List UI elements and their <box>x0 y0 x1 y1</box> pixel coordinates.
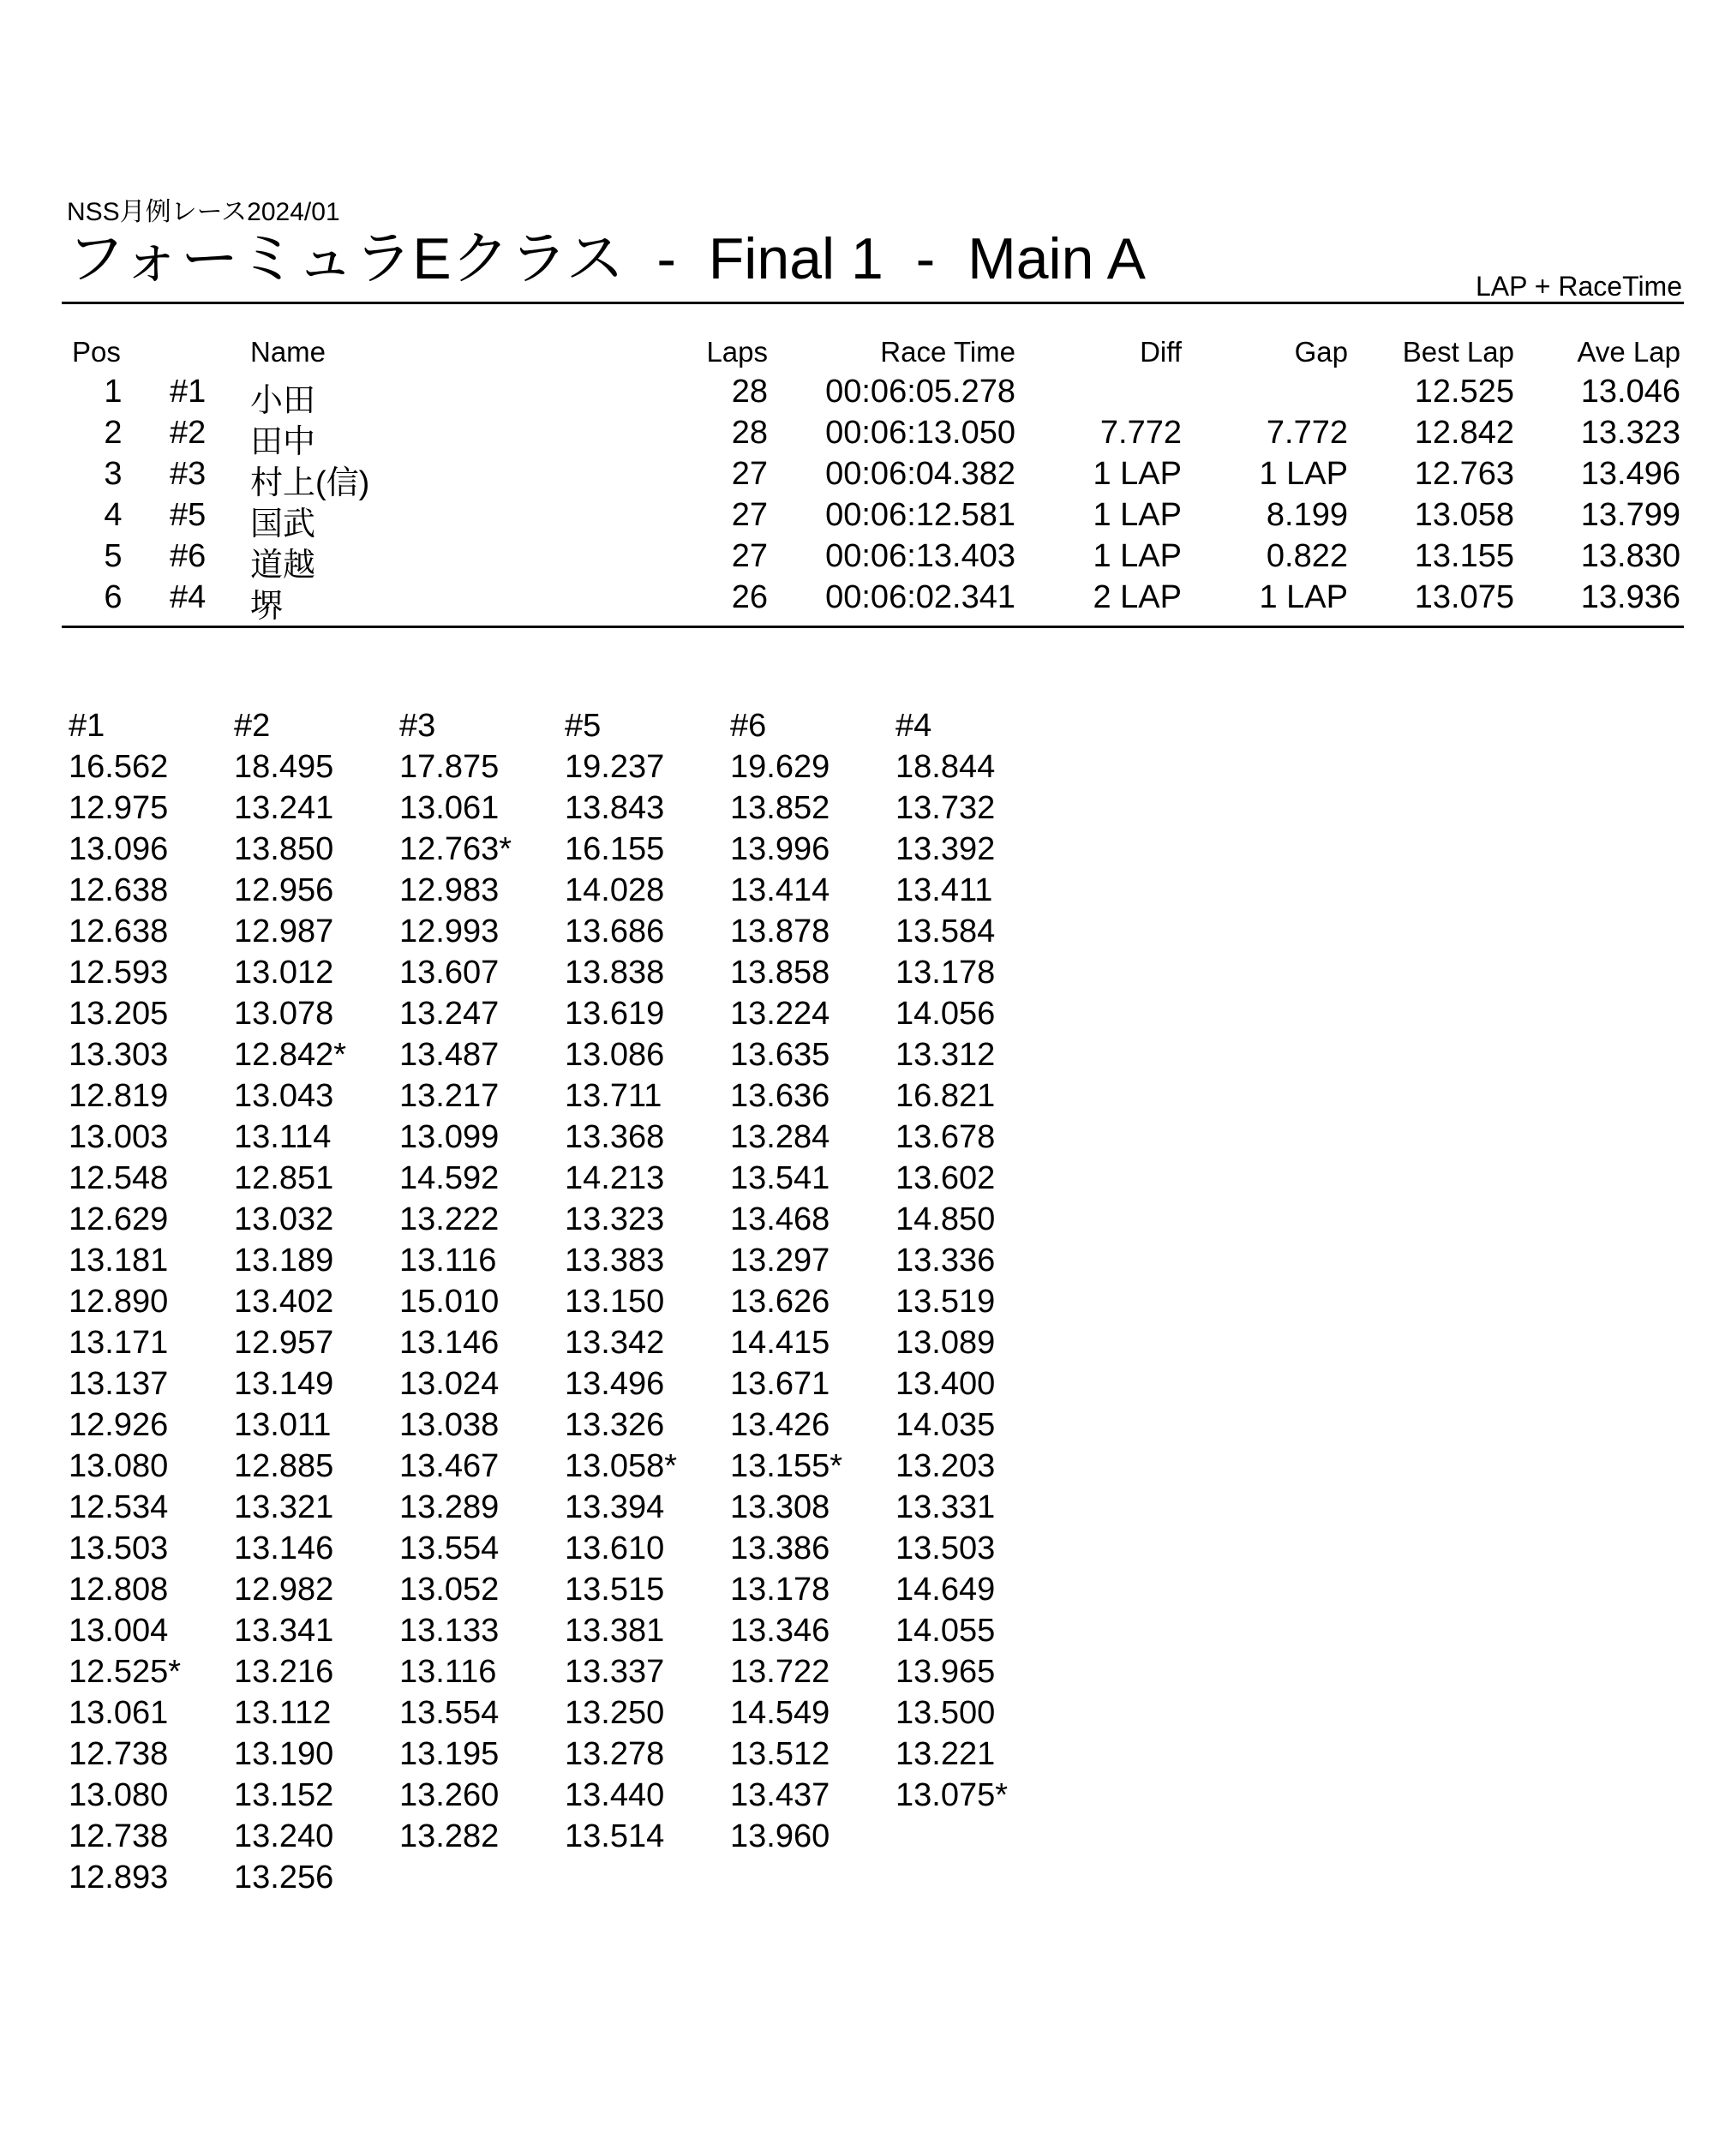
lap-time: 14.592 <box>399 1160 500 1196</box>
result-pos: 6 <box>104 579 123 615</box>
lap-time: 13.368 <box>565 1119 665 1155</box>
lap-time: 13.080 <box>69 1448 169 1484</box>
result-car-number: #4 <box>170 579 207 615</box>
lap-time: 13.284 <box>730 1119 830 1155</box>
lap-time: 12.638 <box>69 913 169 949</box>
lap-time: 12.993 <box>399 913 500 949</box>
lap-time: 13.678 <box>895 1119 996 1155</box>
lap-time: 13.216 <box>234 1654 334 1690</box>
lap-time: 13.149 <box>234 1366 334 1402</box>
lap-column <box>69 708 231 1901</box>
lap-time: 12.738 <box>69 1736 169 1772</box>
lap-column-header: #4 <box>895 708 932 744</box>
lap-time: 13.247 <box>399 996 500 1032</box>
lap-time: 12.987 <box>234 913 334 949</box>
lap-time: 13.061 <box>399 790 500 826</box>
lap-time: 13.503 <box>895 1530 996 1566</box>
result-diff: 1 LAP <box>1093 497 1182 533</box>
lap-time: 13.858 <box>730 955 830 991</box>
table-row <box>0 497 1725 542</box>
result-driver-name: 田中 <box>250 424 316 460</box>
lap-time: 13.075* <box>895 1777 1009 1813</box>
event-name: NSS月例レース2024/01 <box>67 198 340 226</box>
lap-time: 13.636 <box>730 1078 830 1114</box>
lap-time: 13.240 <box>234 1818 334 1854</box>
lap-time: 13.114 <box>234 1119 332 1155</box>
lap-time: 13.515 <box>565 1572 665 1608</box>
result-race-time: 00:06:04.382 <box>825 456 1015 492</box>
lap-time: 13.732 <box>895 790 996 826</box>
lap-column-header: #2 <box>234 708 271 744</box>
lap-time: 13.150 <box>565 1284 665 1320</box>
lap-time: 13.282 <box>399 1818 500 1854</box>
lap-time: 14.549 <box>730 1695 830 1731</box>
lap-time: 13.602 <box>895 1160 996 1196</box>
result-driver-name: 国武 <box>250 506 316 542</box>
lap-time: 13.386 <box>730 1530 830 1566</box>
lap-time: 13.414 <box>730 872 830 908</box>
lap-time: 12.957 <box>234 1325 334 1361</box>
result-laps: 26 <box>731 579 768 615</box>
lap-time: 13.411 <box>895 872 993 908</box>
lap-time: 13.043 <box>234 1078 334 1114</box>
lap-column-header: #6 <box>730 708 767 744</box>
lap-time: 14.213 <box>565 1160 665 1196</box>
lap-time: 12.890 <box>69 1284 169 1320</box>
lap-time: 13.496 <box>565 1366 665 1402</box>
lap-time: 13.402 <box>234 1284 334 1320</box>
col-header-pos: Pos <box>72 336 121 368</box>
result-laps: 27 <box>731 456 768 492</box>
lap-time: 12.819 <box>69 1078 169 1114</box>
lap-time: 13.337 <box>565 1654 665 1690</box>
result-ave-lap: 13.936 <box>1580 579 1680 615</box>
col-header-name: Name <box>250 336 326 368</box>
lap-time: 13.052 <box>399 1572 500 1608</box>
lap-time: 13.512 <box>730 1736 830 1772</box>
page-title: フォーミュラEクラス - Final 1 - Main A <box>67 226 1146 291</box>
result-car-number: #3 <box>170 456 207 492</box>
report-mode: LAP + RaceTime <box>1476 271 1682 302</box>
lap-time: 13.205 <box>69 996 169 1032</box>
lap-column-header: #5 <box>565 708 602 744</box>
lap-time: 13.671 <box>730 1366 830 1402</box>
table-row <box>0 579 1725 625</box>
lap-time: 13.500 <box>895 1695 996 1731</box>
lap-time: 13.635 <box>730 1037 830 1073</box>
lap-time: 13.383 <box>565 1243 665 1279</box>
result-driver-name: 堺 <box>250 589 284 625</box>
lap-time: 13.468 <box>730 1201 830 1237</box>
lap-time: 13.426 <box>730 1407 830 1443</box>
lap-time: 13.331 <box>895 1489 996 1525</box>
lap-time: 13.116 <box>399 1654 497 1690</box>
lap-time: 13.260 <box>399 1777 500 1813</box>
lap-time: 12.842* <box>234 1037 347 1073</box>
lap-time: 13.086 <box>565 1037 665 1073</box>
result-ave-lap: 13.830 <box>1580 538 1680 574</box>
result-gap: 0.822 <box>1266 538 1348 574</box>
lap-time: 13.178 <box>730 1572 830 1608</box>
lap-time: 19.629 <box>730 749 830 785</box>
lap-time: 13.189 <box>234 1243 334 1279</box>
lap-time: 13.342 <box>565 1325 665 1361</box>
lap-column <box>565 708 728 1860</box>
result-pos: 4 <box>104 497 123 533</box>
lap-time: 12.926 <box>69 1407 169 1443</box>
lap-time: 13.440 <box>565 1777 665 1813</box>
lap-time: 14.415 <box>730 1325 830 1361</box>
lap-time: 13.554 <box>399 1695 500 1731</box>
lap-time: 13.392 <box>895 831 996 867</box>
lap-column-header: #1 <box>69 708 105 744</box>
result-car-number: #5 <box>170 497 207 533</box>
table-row <box>0 538 1725 584</box>
lap-time: 12.885 <box>234 1448 334 1484</box>
result-best-lap: 12.842 <box>1414 415 1514 451</box>
lap-time: 13.146 <box>399 1325 500 1361</box>
lap-time: 14.055 <box>895 1613 996 1649</box>
result-diff: 1 LAP <box>1093 538 1182 574</box>
lap-time: 13.303 <box>69 1037 169 1073</box>
lap-time: 13.181 <box>69 1243 169 1279</box>
lap-time: 12.982 <box>234 1572 334 1608</box>
lap-time: 13.400 <box>895 1366 996 1402</box>
result-driver-name: 道越 <box>250 548 316 584</box>
result-diff: 1 LAP <box>1093 456 1182 492</box>
lap-time: 13.541 <box>730 1160 830 1196</box>
col-header-ave-lap: Ave Lap <box>1577 336 1680 368</box>
lap-time: 13.503 <box>69 1530 169 1566</box>
lap-time: 13.341 <box>234 1613 334 1649</box>
results-header-row <box>0 336 1725 374</box>
result-driver-name: 小田 <box>250 383 316 419</box>
lap-time: 13.996 <box>730 831 830 867</box>
lap-time: 12.893 <box>69 1860 169 1895</box>
result-laps: 27 <box>731 497 768 533</box>
results-table <box>0 336 1725 625</box>
table-row <box>0 374 1725 419</box>
result-best-lap: 13.075 <box>1414 579 1514 615</box>
lap-time: 13.078 <box>234 996 334 1032</box>
lap-column <box>399 708 562 1860</box>
lap-time: 13.346 <box>730 1613 830 1649</box>
lap-time: 13.241 <box>234 790 334 826</box>
result-diff: 2 LAP <box>1093 579 1182 615</box>
lap-time: 13.584 <box>895 913 996 949</box>
result-race-time: 00:06:13.403 <box>825 538 1015 574</box>
lap-time: 13.112 <box>234 1695 332 1731</box>
lap-time: 13.190 <box>234 1736 334 1772</box>
top-rule <box>62 302 1684 304</box>
result-race-time: 00:06:05.278 <box>825 374 1015 410</box>
lap-time: 13.308 <box>730 1489 830 1525</box>
lap-time: 13.519 <box>895 1284 996 1320</box>
lap-time: 12.548 <box>69 1160 169 1196</box>
result-best-lap: 12.525 <box>1414 374 1514 410</box>
result-gap: 1 LAP <box>1259 456 1348 492</box>
lap-time: 13.096 <box>69 831 169 867</box>
lap-time: 14.035 <box>895 1407 996 1443</box>
lap-time: 13.178 <box>895 955 996 991</box>
lap-time: 12.738 <box>69 1818 169 1854</box>
result-ave-lap: 13.799 <box>1580 497 1680 533</box>
lap-time: 13.619 <box>565 996 665 1032</box>
lap-time: 13.850 <box>234 831 334 867</box>
lap-time: 16.821 <box>895 1078 996 1114</box>
result-ave-lap: 13.323 <box>1580 415 1680 451</box>
lap-time: 13.381 <box>565 1613 665 1649</box>
lap-column <box>234 708 397 1901</box>
col-header-gap: Gap <box>1294 336 1348 368</box>
result-pos: 5 <box>104 538 123 574</box>
lap-time: 13.711 <box>565 1078 662 1114</box>
lap-time: 12.629 <box>69 1201 169 1237</box>
lap-time: 13.012 <box>234 955 334 991</box>
lap-time: 13.032 <box>234 1201 334 1237</box>
result-best-lap: 13.155 <box>1414 538 1514 574</box>
lap-time: 12.975 <box>69 790 169 826</box>
table-row <box>0 456 1725 501</box>
lap-time: 13.722 <box>730 1654 830 1690</box>
lap-time: 13.155* <box>730 1448 843 1484</box>
lap-time: 13.878 <box>730 913 830 949</box>
result-car-number: #6 <box>170 538 207 574</box>
lap-time: 13.171 <box>69 1325 169 1361</box>
lap-time: 13.278 <box>565 1736 665 1772</box>
lap-time: 13.011 <box>234 1407 332 1443</box>
lap-time: 13.080 <box>69 1777 169 1813</box>
result-car-number: #2 <box>170 415 207 451</box>
result-best-lap: 12.763 <box>1414 456 1514 492</box>
result-race-time: 00:06:12.581 <box>825 497 1015 533</box>
lap-time: 13.312 <box>895 1037 996 1073</box>
lap-time: 12.534 <box>69 1489 169 1525</box>
lap-time: 18.495 <box>234 749 334 785</box>
lap-time: 13.024 <box>399 1366 500 1402</box>
result-laps: 28 <box>731 415 768 451</box>
lap-time: 13.221 <box>895 1736 996 1772</box>
lap-time: 16.155 <box>565 831 665 867</box>
result-car-number: #1 <box>170 374 207 410</box>
lap-time: 13.965 <box>895 1654 996 1690</box>
lap-time: 13.852 <box>730 790 830 826</box>
result-best-lap: 13.058 <box>1414 497 1514 533</box>
lap-column <box>895 708 1058 1818</box>
result-pos: 1 <box>104 374 123 410</box>
lap-time: 14.056 <box>895 996 996 1032</box>
lap-time: 13.061 <box>69 1695 169 1731</box>
lap-time: 13.626 <box>730 1284 830 1320</box>
lap-time: 13.146 <box>234 1530 334 1566</box>
lap-time: 13.004 <box>69 1613 169 1649</box>
result-gap: 7.772 <box>1266 415 1348 451</box>
lap-time: 12.763* <box>399 831 512 867</box>
lap-time: 13.467 <box>399 1448 500 1484</box>
result-race-time: 00:06:02.341 <box>825 579 1015 615</box>
result-laps: 27 <box>731 538 768 574</box>
lap-time: 19.237 <box>565 749 665 785</box>
results-body <box>0 374 1725 625</box>
lap-time: 13.058* <box>565 1448 678 1484</box>
result-gap: 8.199 <box>1266 497 1348 533</box>
lap-time: 13.487 <box>399 1037 500 1073</box>
lap-time: 12.525* <box>69 1654 182 1690</box>
lap-time: 13.960 <box>730 1818 830 1854</box>
lap-time: 13.289 <box>399 1489 500 1525</box>
result-laps: 28 <box>731 374 768 410</box>
lap-time: 13.514 <box>565 1818 665 1854</box>
col-header-best-lap: Best Lap <box>1402 336 1514 368</box>
lap-time: 13.003 <box>69 1119 169 1155</box>
lap-time: 13.838 <box>565 955 665 991</box>
lap-time: 13.610 <box>565 1530 665 1566</box>
lap-time: 12.593 <box>69 955 169 991</box>
lap-time: 13.843 <box>565 790 665 826</box>
lap-time: 14.649 <box>895 1572 996 1608</box>
lap-time: 13.256 <box>234 1860 334 1895</box>
lap-time: 13.224 <box>730 996 830 1032</box>
lap-time: 16.562 <box>69 749 169 785</box>
col-header-diff: Diff <box>1140 336 1182 368</box>
result-pos: 3 <box>104 456 123 492</box>
result-race-time: 00:06:13.050 <box>825 415 1015 451</box>
table-row <box>0 415 1725 460</box>
lap-time: 13.336 <box>895 1243 996 1279</box>
lap-time: 13.137 <box>69 1366 169 1402</box>
lap-time: 13.222 <box>399 1201 500 1237</box>
lap-time: 13.323 <box>565 1201 665 1237</box>
lap-column-header: #3 <box>399 708 436 744</box>
col-header-laps: Laps <box>706 336 768 368</box>
lap-time: 13.152 <box>234 1777 334 1813</box>
lap-time: 13.394 <box>565 1489 665 1525</box>
lap-time: 13.321 <box>234 1489 334 1525</box>
lap-time: 12.808 <box>69 1572 169 1608</box>
lap-time: 14.850 <box>895 1201 996 1237</box>
lap-time: 13.217 <box>399 1078 500 1114</box>
bottom-rule <box>62 626 1684 628</box>
lap-time: 13.326 <box>565 1407 665 1443</box>
result-ave-lap: 13.046 <box>1580 374 1680 410</box>
lap-time: 14.028 <box>565 872 665 908</box>
lap-time: 13.686 <box>565 913 665 949</box>
lap-time: 13.297 <box>730 1243 830 1279</box>
lap-time: 15.010 <box>399 1284 500 1320</box>
lap-time: 13.554 <box>399 1530 500 1566</box>
result-pos: 2 <box>104 415 123 451</box>
lap-time: 13.437 <box>730 1777 830 1813</box>
lap-time: 12.851 <box>234 1160 334 1196</box>
lap-time: 13.116 <box>399 1243 497 1279</box>
lap-column <box>730 708 893 1860</box>
lap-time: 12.956 <box>234 872 334 908</box>
lap-time: 12.638 <box>69 872 169 908</box>
lap-time: 13.203 <box>895 1448 996 1484</box>
lap-time: 13.133 <box>399 1613 500 1649</box>
lap-time: 13.038 <box>399 1407 500 1443</box>
lap-time: 18.844 <box>895 749 996 785</box>
result-driver-name: 村上(信) <box>250 465 370 501</box>
lap-time: 13.089 <box>895 1325 996 1361</box>
lap-time: 13.195 <box>399 1736 500 1772</box>
lap-time: 13.250 <box>565 1695 665 1731</box>
col-header-race-time: Race Time <box>880 336 1015 368</box>
result-diff: 7.772 <box>1099 415 1182 451</box>
result-gap: 1 LAP <box>1259 579 1348 615</box>
lap-time: 13.607 <box>399 955 500 991</box>
lap-time: 17.875 <box>399 749 500 785</box>
lap-time: 12.983 <box>399 872 500 908</box>
lap-time: 13.099 <box>399 1119 500 1155</box>
result-ave-lap: 13.496 <box>1580 456 1680 492</box>
